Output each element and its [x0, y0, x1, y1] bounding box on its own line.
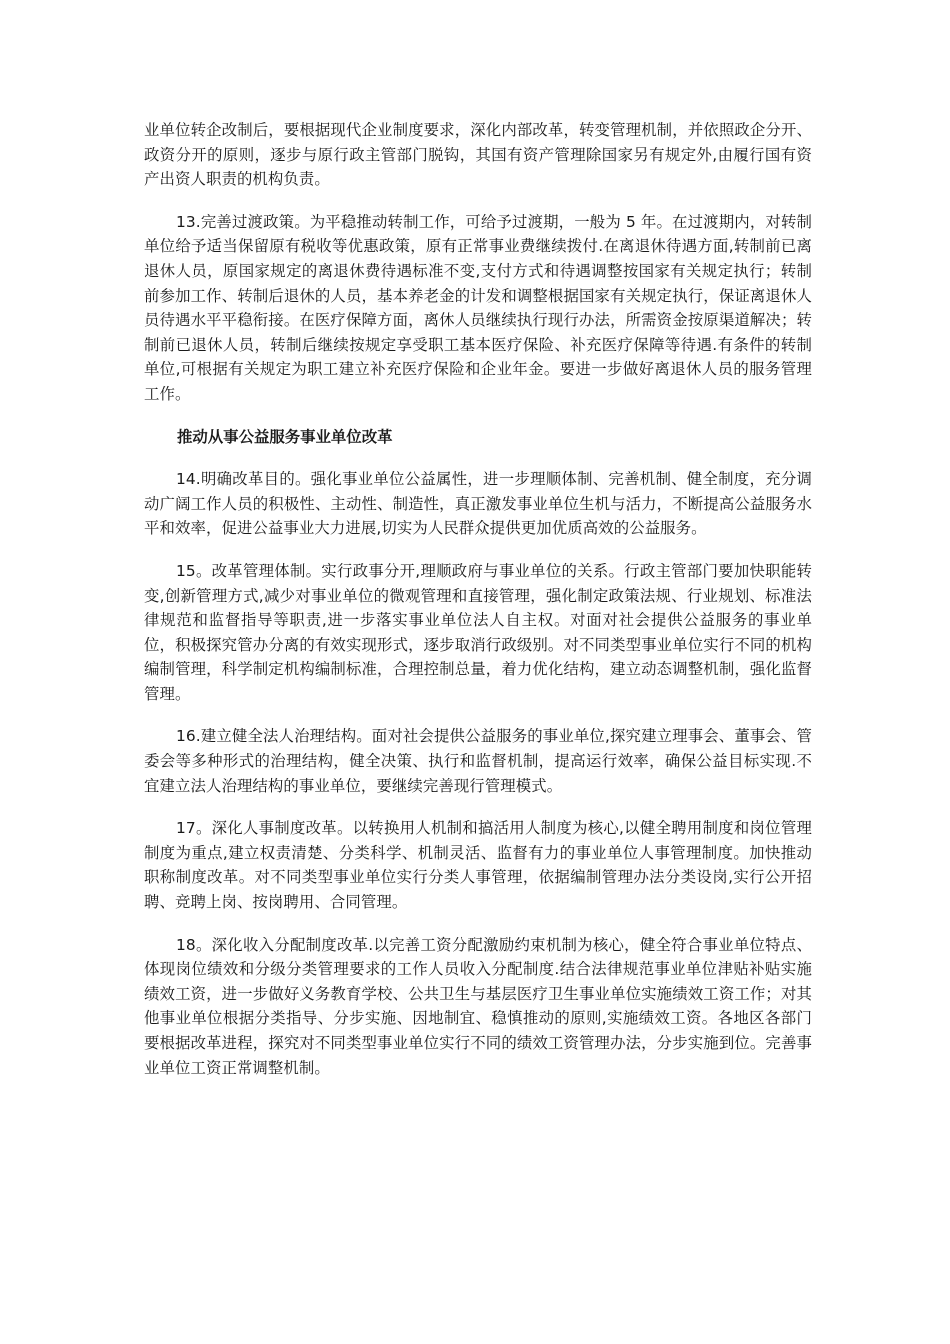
paragraph-continuation: 业单位转企改制后，要根据现代企业制度要求，深化内部改革，转变管理机制，并依照政企分开、政资分开的原则，逐步与原行政主管部门脱钩，其国有资产管理除国家另有规定外,由履行国有资产出资人职责的机构负责。 — [144, 121, 812, 189]
section-heading: 推动从事公益服务事业单位改革 — [177, 427, 393, 446]
document-page — [144, 118, 812, 1098]
paragraph-14-reform-goal: 14.明确改革目的。强化事业单位公益属性，进一步理顺体制、完善机制、健全制度，充分调动广阔工作人员的积极性、主动性、制造性，真正激发事业单位生机与活力，不断提高公益服务水平和效率，促进公益事业大力进展,切实为人民群众提供更加优质高效的公益服务。 — [144, 470, 812, 538]
paragraph-13-transition-policy: 13.完善过渡政策。为平稳推动转制工作，可给予过渡期，一般为 5 年。在过渡期内，对转制单位给予适当保留原有税收等优惠政策，原有正常事业费继续拨付.在离退休待遇方面,转制前已离退休人员，原国家规定的离退休费待遇标准不变,支付方式和待遇调整按国家有关规定执行；转制前参加工作、转制后退休的人员，基本养老金的计发和调整根据国家有关规定执行，保证离退休人员待遇水平平稳衔接。在医疗保障方面，离休人员继续执行现行办法，所需资金按原渠道解决；转制前已退休人员，转制后继续按规定享受职工基本医疗保险、补充医疗保障等待遇.有条件的转制单位,可根据有关规定为职工建立补充医疗保险和企业年金。要进一步做好离退休人员的服务管理工作。 — [144, 212, 812, 403]
paragraph-18-income-distribution: 18。深化收入分配制度改革.以完善工资分配激励约束机制为核心，健全符合事业单位特点、体现岗位绩效和分级分类管理要求的工作人员收入分配制度.结合法律规范事业单位津贴补贴实施绩效工资，进一步做好义务教育学校、公共卫生与基层医疗卫生事业单位实施绩效工资工作；对其他事业单位根据分类指导、分步实施、因地制宜、稳慎推动的原则,实施绩效工资。各地区各部门要根据改革进程，探究对不同类型事业单位实行不同的绩效工资管理办法，分步实施到位。完善事业单位工资正常调整机制。 — [144, 935, 812, 1077]
paragraph-16-governance-structure: 16.建立健全法人治理结构。面对社会提供公益服务的事业单位,探究建立理事会、董事会、管委会等多种形式的治理结构，健全决策、执行和监督机制，提高运行效率，确保公益目标实现.不宜建立法人治理结构的事业单位，要继续完善现行管理模式。 — [144, 727, 812, 795]
paragraph-17-personnel-reform: 17。深化人事制度改革。以转换用人机制和搞活用人制度为核心,以健全聘用制度和岗位管理制度为重点,建立权责清楚、分类科学、机制灵活、监督有力的事业单位人事管理制度。加快推动职称制度改革。对不同类型事业单位实行分类人事管理，依据编制管理办法分类设岗,实行公开招聘、竞聘上岗、按岗聘用、合同管理。 — [144, 819, 812, 912]
paragraph-15-management-system: 15。改革管理体制。实行政事分开,理顺政府与事业单位的关系。行政主管部门要加快职能转变,创新管理方式,减少对事业单位的微观管理和直接管理，强化制定政策法规、行业规划、标准法律规范和监督指导等职责,进一步落实事业单位法人自主权。对面对社会提供公益服务的事业单位，积极探究管办分离的有效实现形式，逐步取消行政级别。对不同类型事业单位实行不同的机构编制管理，科学制定机构编制标准，合理控制总量，着力优化结构，建立动态调整机制，强化监督管理。 — [144, 561, 812, 703]
